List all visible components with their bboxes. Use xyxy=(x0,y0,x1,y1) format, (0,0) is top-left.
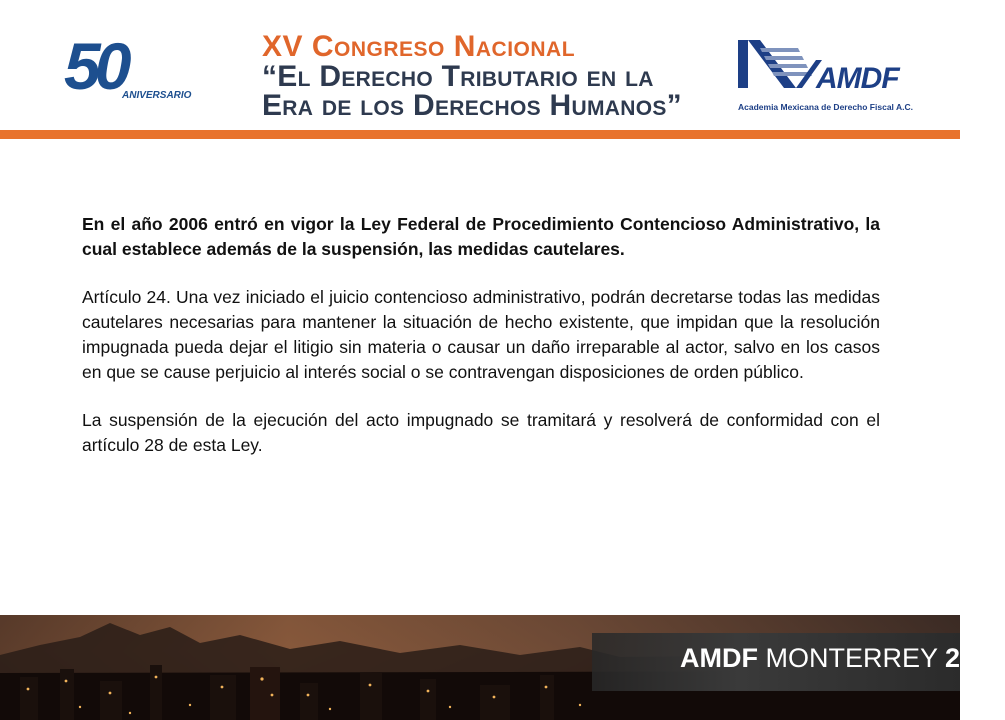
amdf-logo xyxy=(736,40,916,120)
amdf-org-name: Academia Mexicana de Derecho Fiscal A.C. xyxy=(738,102,913,112)
congress-title xyxy=(262,32,682,120)
intro-paragraph: En el año 2006 entró en vigor la Ley Federal de Procedimiento Contencioso Administrativo, la cual establece además de la suspensión, las medidas cautelares. xyxy=(82,214,880,259)
slide-header xyxy=(0,0,960,130)
header-divider xyxy=(0,130,960,139)
congress-title-line3: Era de los Derechos Humanos” xyxy=(262,89,682,122)
suspension-paragraph: La suspensión de la ejecución del acto impugnado se tramitará y resolverá de conformidad con el artículo 28 de esta Ley. xyxy=(82,410,880,455)
footer-banner-city: MONTERREY xyxy=(757,643,946,673)
article-paragraph: Artículo 24. Una vez iniciado el juicio contencioso administrativo, podrán decretarse todas las medidas cautelares necesarias para mantener la situación de hecho existente, que impidan que la resolución impugnada pueda dejar el litigio sin materia o causar un daño irreparable al actor, salvo en los casos en que se cause perjuicio al interés social o se contravengan disposiciones de orden público. xyxy=(82,287,880,382)
anniversary-number: 50 xyxy=(64,29,126,103)
congress-title-line2: “El Derecho Tributario en la xyxy=(262,60,654,93)
footer-city-photo xyxy=(0,615,1005,720)
amdf-logo-text: AMDF xyxy=(816,62,899,95)
anniversary-logo xyxy=(64,29,192,110)
anniversary-label: ANIVERSARIO xyxy=(122,90,192,101)
footer-banner-text xyxy=(680,643,1005,674)
slide-body xyxy=(82,212,880,481)
amdf-emblem-icon xyxy=(738,40,828,100)
footer-banner-year: 2012 xyxy=(945,643,1005,673)
congress-title-line1: XV Congreso Nacional xyxy=(262,30,576,63)
footer-banner-amdf: AMDF xyxy=(680,643,758,673)
